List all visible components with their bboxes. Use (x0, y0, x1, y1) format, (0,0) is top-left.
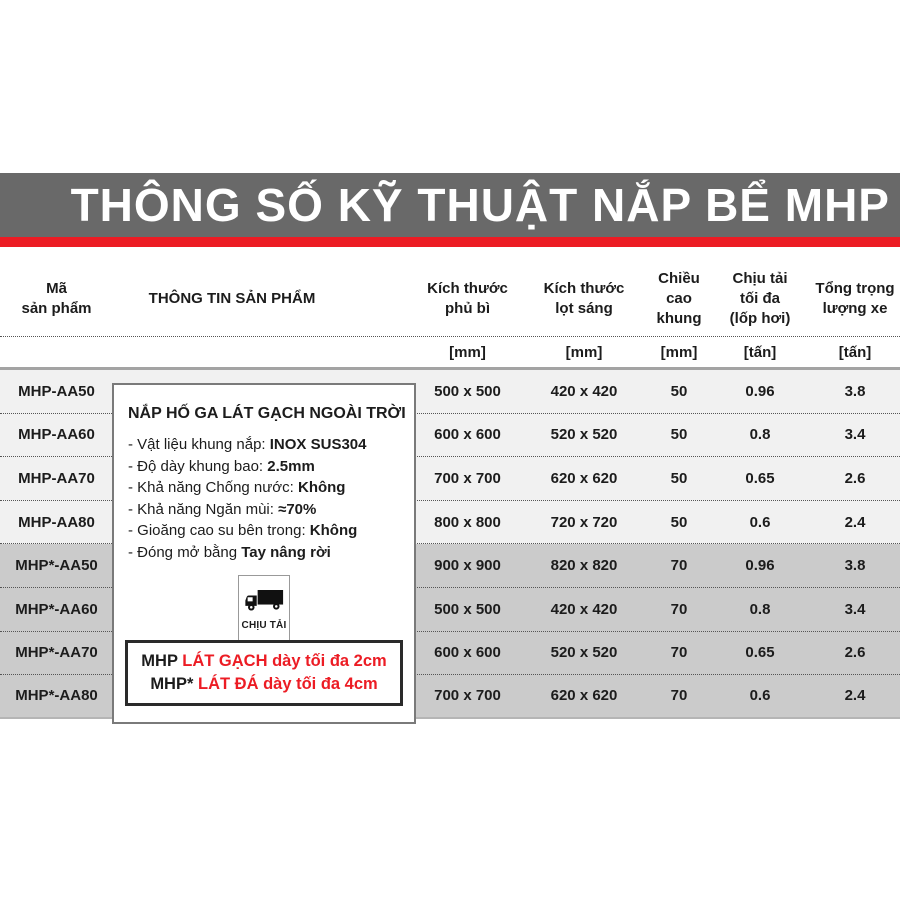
title-banner (0, 173, 900, 237)
info-item (128, 542, 400, 564)
product-code: MHP-AA80 (18, 513, 95, 531)
note-line (130, 673, 398, 696)
info-item-value: INOX SUS304 (269, 436, 367, 453)
info-item-label: - Độ dày khung bao: (128, 457, 268, 475)
header-line: Kích thước (427, 279, 508, 297)
info-item-label: - Gioăng cao su bên trong: (128, 522, 310, 539)
clear-size: 620 x 620 (550, 687, 618, 705)
clear-size: 620 x 620 (550, 469, 618, 487)
product-info-box (112, 383, 416, 724)
info-item-value: Tay nâng rời (241, 543, 331, 561)
info-item-value: Không (309, 522, 358, 539)
vehicle-weight: 2.6 (844, 469, 866, 487)
info-item-value: Không (297, 479, 346, 496)
thickness-note-box (125, 640, 403, 706)
clear-size: 720 x 720 (550, 513, 618, 531)
load-capacity-badge (238, 575, 290, 643)
col-header-product-info (113, 289, 415, 309)
load-capacity-label: CHỊU TẢI (241, 619, 287, 631)
header-line: sản phẩm (21, 299, 92, 317)
vehicle-weight: 2.6 (844, 644, 866, 662)
info-item (128, 434, 400, 456)
max-load: 0.8 (749, 600, 771, 618)
outer-size: 500 x 500 (434, 382, 501, 400)
max-load: 0.6 (749, 687, 771, 705)
note-text: LÁT GẠCH dày tối đa 2cm (177, 652, 387, 670)
frame-height: 50 (670, 382, 688, 400)
note-line (130, 650, 398, 673)
col-header-outer-size (415, 279, 520, 319)
vehicle-weight: 3.8 (844, 382, 866, 400)
clear-size: 520 x 520 (550, 426, 618, 444)
col-header-product-code (0, 279, 113, 319)
table-header-row (0, 253, 900, 337)
frame-height: 70 (670, 557, 688, 575)
col-header-frame-height (648, 269, 710, 329)
red-accent-stripe (0, 237, 900, 247)
info-item-label: - Vật liệu khung nắp: (128, 436, 270, 453)
product-code: MHP*-AA70 (15, 644, 98, 662)
col-header-clear-size (520, 279, 648, 319)
max-load: 0.8 (749, 426, 771, 444)
info-item (128, 499, 400, 521)
clear-size: 420 x 420 (550, 382, 618, 400)
clear-size: 520 x 520 (550, 644, 618, 662)
vehicle-weight: 3.4 (844, 426, 866, 444)
header-line: Chiều cao (658, 269, 700, 307)
info-item-label: - Khả năng Ngăn mùi: (128, 500, 279, 518)
info-box-title: NẮP HỐ GA LÁT GẠCH NGOÀI TRỜI (128, 405, 406, 422)
unit-cell: [mm] (565, 343, 603, 361)
header-line: khung (656, 309, 702, 327)
header-line: (lốp hơi) (729, 309, 791, 327)
frame-height: 70 (670, 600, 688, 618)
info-item-list (128, 434, 400, 563)
product-code: MHP*-AA50 (15, 557, 98, 575)
product-code: MHP*-AA80 (15, 687, 98, 705)
vehicle-weight: 3.4 (844, 600, 866, 618)
header-line: Chịu tải (732, 269, 788, 287)
unit-cell: [mm] (449, 343, 486, 361)
outer-size: 700 x 700 (434, 469, 501, 487)
frame-height: 50 (670, 469, 688, 487)
info-item-label: - Đóng mở bằng (128, 543, 242, 561)
product-code: MHP-AA60 (18, 426, 95, 444)
note-code: MHP* (150, 675, 194, 693)
vehicle-weight: 2.4 (844, 687, 866, 705)
frame-height: 70 (670, 687, 688, 705)
col-header-vehicle-weight (810, 279, 900, 319)
product-code: MHP-AA70 (18, 469, 95, 487)
clear-size: 820 x 820 (550, 557, 618, 575)
vehicle-weight: 2.4 (844, 513, 866, 531)
frame-height: 50 (670, 513, 688, 531)
vehicle-weight: 3.8 (844, 557, 866, 575)
page-title: THÔNG SỐ KỸ THUẬT NẮP BỂ MHP (70, 179, 890, 231)
header-line: tối đa (740, 289, 780, 307)
outer-size: 500 x 500 (434, 600, 501, 618)
max-load: 0.65 (745, 644, 775, 662)
info-item (128, 520, 400, 542)
max-load: 0.6 (749, 513, 771, 531)
info-item-label: - Khả năng Chống nước: (128, 479, 298, 496)
product-code: MHP*-AA60 (15, 600, 98, 618)
header-line: phủ bì (445, 299, 490, 317)
outer-size: 900 x 900 (434, 557, 501, 575)
max-load: 0.96 (745, 557, 775, 575)
note-text: LÁT ĐÁ dày tối đa 4cm (193, 675, 378, 693)
frame-height: 70 (670, 644, 688, 662)
outer-size: 700 x 700 (434, 687, 501, 705)
unit-cell: [mm] (660, 343, 698, 361)
unit-cell: [tấn] (838, 343, 872, 361)
info-item-value: ≈70% (278, 500, 317, 518)
outer-size: 600 x 600 (434, 426, 501, 444)
table-units-row (0, 337, 900, 370)
outer-size: 800 x 800 (434, 513, 501, 531)
clear-size: 420 x 420 (550, 600, 618, 618)
truck-icon (244, 588, 284, 617)
max-load: 0.96 (745, 382, 775, 400)
header-line: THÔNG TIN SẢN PHẨM (148, 289, 316, 307)
header-line: Tổng trọng (815, 279, 895, 297)
header-line: Kích thước (543, 279, 625, 297)
header-line: lọt sáng (555, 299, 613, 317)
col-header-max-load (710, 269, 810, 329)
info-item-value: 2.5mm (267, 457, 315, 475)
outer-size: 600 x 600 (434, 644, 501, 662)
header-line: lượng xe (822, 299, 888, 317)
unit-cell: [tấn] (743, 343, 777, 361)
info-item (128, 477, 400, 499)
info-item (128, 456, 400, 478)
max-load: 0.65 (745, 469, 775, 487)
frame-height: 50 (670, 426, 688, 444)
note-code: MHP (141, 652, 178, 670)
product-code: MHP-AA50 (18, 382, 95, 400)
header-line: Mã (46, 279, 67, 297)
